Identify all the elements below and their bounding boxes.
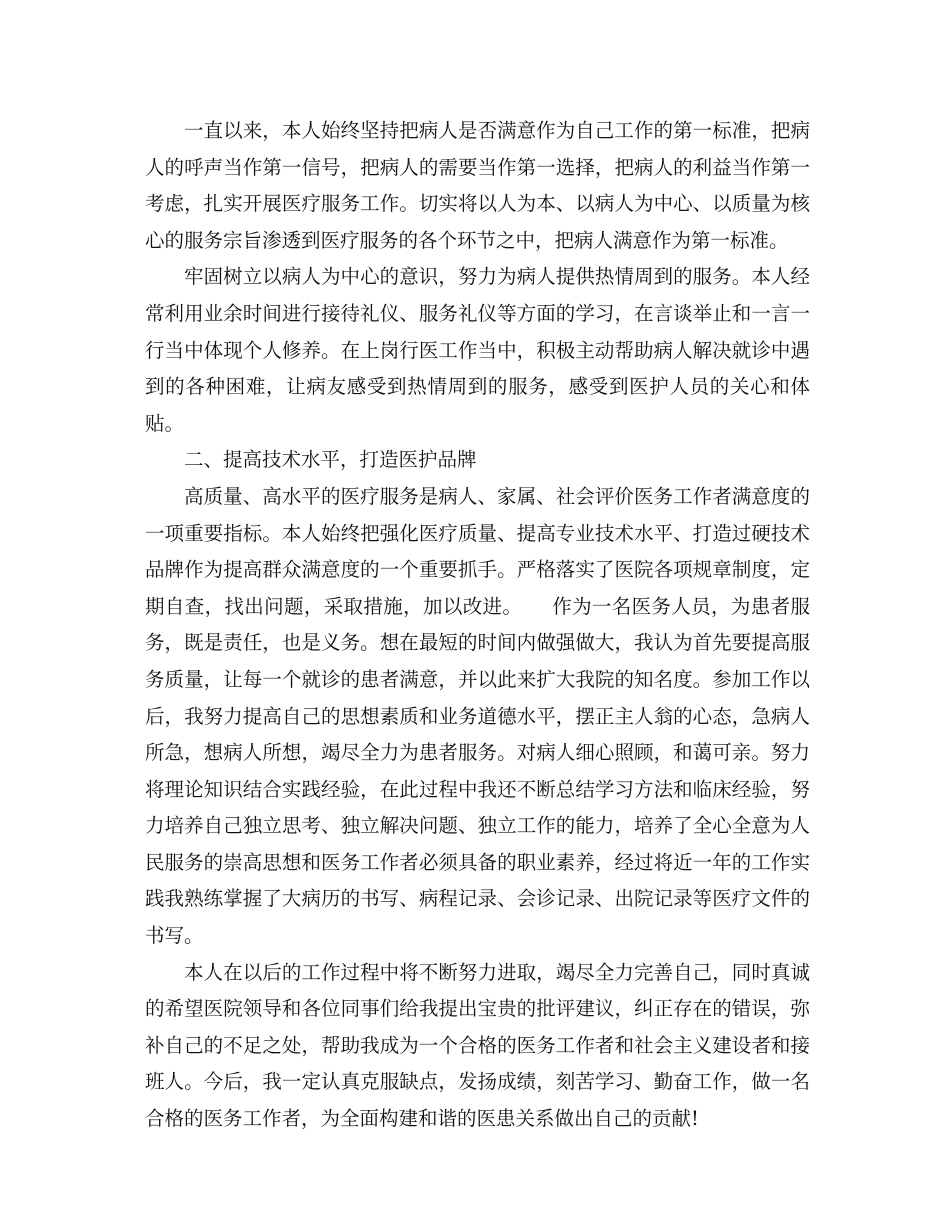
paragraph-patient-centered-service: 牢固树立以病人为中心的意识，努力为病人提供热情周到的服务。本人经常利用业余时间进行接待礼仪、服务礼仪等方面的学习，在言谈举止和一言一行当中体现个人修养。在上岗行医工作当中，积极主动帮助病人解决就诊中遇到的各种困难，让病友感受到热情周到的服务，感受到医护人员的关心和体贴。 [145, 265, 810, 435]
paragraph-future-commitment: 本人在以后的工作过程中将不断努力进取，竭尽全力完善自己，同时真诚的希望医院领导和各位同事们给我提出宝贵的批评建议，纠正存在的错误，弥补自己的不足之处，帮助我成为一个合格的医务工作者和社会主义建设者和接班人。今后，我一定认真克服缺点，发扬成绩，刻苦学习、勤奋工作，做一名合格的医务工作者，为全面构建和谐的医患关系做出自己的贡献! [145, 960, 810, 1131]
document-body [145, 113, 810, 1138]
paragraph-medical-quality: 高质量、高水平的医疗服务是病人、家属、社会评价医务工作者满意度的一项重要指标。本人始终把强化医疗质量、提高专业技术水平、打造过硬技术品牌作为提高群众满意度的一个重要抓手。严格落实了医院各项规章制度，定期自查，找出问题，采取措施，加以改进。 作为一名医务人员，为患者服务，既是责任，也是义务。想在最短的时间内做强做大，我认为首先要提高服务质量，让每一个就诊的患者满意，并以此来扩大我院的知名度。参加工作以后，我努力提高自己的思想素质和业务道德水平，摆正主人翁的心态，急病人所急，想病人所想，竭尽全力为患者服务。对病人细心照顾，和蔼可亲。努力将理论知识结合实践经验，在此过程中我还不断总结学习方法和临床经验，努力培养自己独立思考、独立解决问题、独立工作的能力，培养了全心全意为人民服务的崇高思想和医务工作者必须具备的职业素养，经过将近一年的工作实践我熟练掌握了大病历的书写、病程记录、会诊记录、出院记录等医疗文件的书写。 [145, 484, 810, 948]
section-heading-technical-level: 二、提高技术水平，打造医护品牌 [184, 448, 477, 472]
paragraph-patient-satisfaction: 一直以来，本人始终坚持把病人是否满意作为自己工作的第一标准，把病人的呼声当作第一信号，把病人的需要当作第一选择，把病人的利益当作第一考虑，扎实开展医疗服务工作。切实将以人为本、以病人为中心、以质量为核心的服务宗旨渗透到医疗服务的各个环节之中，把病人满意作为第一标准。 [145, 119, 810, 252]
